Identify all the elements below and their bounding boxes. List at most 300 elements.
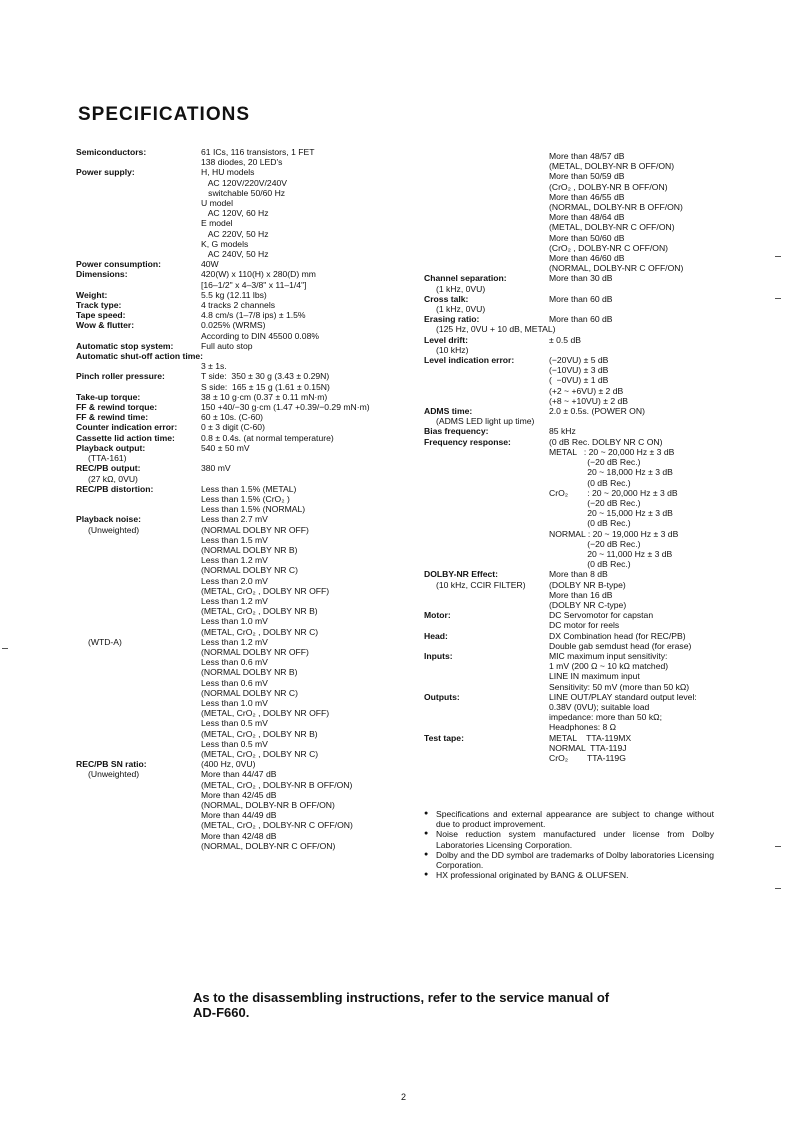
spec-row [424,712,744,722]
spec-label [76,198,201,208]
spec-label [76,331,201,341]
page-number: 2 [401,1092,407,1102]
spec-row [424,406,744,416]
spec-label: (10 kHz) [436,344,469,355]
spec-label [424,478,549,488]
spec-value: Less than 1.0 mV [201,697,268,708]
spec-row [76,351,396,361]
margin-mark [775,298,781,299]
spec-value: Headphones: 8 Ω [549,722,617,733]
spec-label [76,831,201,841]
spec-value: AC 120V/220V/240V [201,177,288,188]
spec-value: LINE IN maximum input [549,671,640,682]
spec-value: According to DIN 45500 0.08% [201,330,319,341]
spec-row [76,637,396,647]
spec-row [424,508,744,518]
notes-list [424,809,714,880]
spec-value: AC 240V, 50 Hz [201,249,269,260]
spec-row [76,412,396,422]
spec-row [76,576,396,586]
spec-row [76,402,396,412]
spec-label: Automatic stop system: [76,340,174,351]
spec-label [424,620,549,630]
spec-row [76,300,396,310]
spec-label: (Unweighted) [88,769,140,780]
spec-row [76,269,396,279]
spec-label [76,494,201,504]
spec-row [76,514,396,524]
spec-label: Motor: [424,610,451,621]
spec-label: Power supply: [76,167,135,178]
spec-row [76,229,396,239]
spec-value: More than 46/60 dB [549,253,625,264]
spec-label: (WTD-A) [88,636,122,647]
spec-value: AC 120V, 60 Hz [201,208,269,219]
spec-value: 0.38V (0VU); suitable load [549,701,650,712]
spec-label: (1 kHz, 0VU) [436,304,486,315]
spec-label [76,667,201,677]
spec-row [424,192,744,202]
spec-label: REC/PB distortion: [76,483,154,494]
spec-row [76,453,396,463]
spec-row [76,218,396,228]
spec-row [76,157,396,167]
spec-label: (Unweighted) [88,524,140,535]
spec-label: Track type: [76,300,122,311]
spec-row [76,341,396,351]
spec-row [76,606,396,616]
spec-label [76,810,201,820]
spec-row [76,484,396,494]
spec-value: 1 mV (200 Ω ~ 10 kΩ matched) [549,661,669,672]
spec-row [424,396,744,406]
spec-label [76,157,201,167]
spec-label [424,529,549,539]
spec-row [76,790,396,800]
spec-label [76,545,201,555]
spec-label [76,361,201,371]
spec-value: 138 diodes, 20 LED's [201,157,283,168]
spec-label: DOLBY-NR Effect: [424,569,499,580]
spec-row [76,188,396,198]
spec-value: 38 ± 10 g·cm (0.37 ± 0.11 mN·m) [201,391,328,402]
spec-label: Bias frequency: [424,426,489,437]
spec-row [424,569,744,579]
spec-row [76,310,396,320]
spec-label [424,549,549,559]
spec-value: (−10VU) ± 3 dB [549,365,609,376]
spec-row [76,178,396,188]
spec-value: Full auto stop [201,340,253,351]
spec-row [76,525,396,535]
spec-value: More than 46/55 dB [549,191,625,202]
spec-value: (NORMAL DOLBY NR C) [201,565,298,576]
spec-value: T side: 350 ± 30 g (3.43 ± 0.29N) [201,371,330,382]
spec-label [76,504,201,514]
spec-row [76,259,396,269]
spec-value: (METAL, CrO₂ , DOLBY NR C) [201,748,319,759]
spec-row [76,320,396,330]
spec-row [424,202,744,212]
spec-row [424,375,744,385]
spec-value: 150 +40/−30 g·cm (1.47 +0.39/−0.29 mN·m) [201,402,370,413]
spec-label: Channel separation: [424,273,507,284]
spec-value: (METAL, CrO₂ , DOLBY NR OFF) [201,708,330,719]
spec-value: [16–1/2" x 4–3/8" x 11–1/4"] [201,279,307,290]
spec-label [76,708,201,718]
spec-row [424,416,744,426]
spec-label [76,647,201,657]
spec-row [424,426,744,436]
spec-row [424,580,744,590]
spec-value: 2.0 ± 0.5s. (POWER ON) [549,406,645,417]
margin-mark [775,256,781,257]
spec-row [76,718,396,728]
spec-label [76,576,201,586]
spec-label [424,467,549,477]
spec-value: Less than 1.5 mV [201,534,268,545]
spec-row [424,457,744,467]
spec-value: CrO₂ : 20 ~ 20,000 Hz ± 3 dB [549,487,678,498]
spec-value: (METAL, CrO₂ , DOLBY NR B) [201,728,318,739]
spec-row [424,171,744,181]
spec-value: (NORMAL, DOLBY-NR B OFF/ON) [201,800,335,810]
spec-label: ADMS time: [424,406,473,417]
spec-row [76,565,396,575]
spec-label: Playback noise: [76,514,141,525]
spec-label [76,596,201,606]
spec-value: (NORMAL DOLBY NR OFF) [201,646,309,657]
spec-value: Less than 1.5% (METAL) [201,483,297,494]
note-item: ● Specifications and external appearance are subject to change without due to product improvement. [424,809,714,829]
spec-label [76,800,201,810]
spec-label [424,539,549,549]
spec-row [76,249,396,259]
spec-label [424,712,549,722]
spec-label: Cassette lid action time: [76,432,175,443]
spec-row [424,161,744,171]
spec-label [424,702,549,712]
spec-value: Less than 1.2 mV [201,595,268,606]
spec-row [76,698,396,708]
spec-label: Frequency response: [424,436,511,447]
spec-row [76,147,396,157]
spec-value: NORMAL TTA-119J [549,742,627,753]
spec-value: MIC maximum input sensitivity: [549,650,668,661]
spec-label: FF & rewind time: [76,412,149,423]
spec-row [76,810,396,820]
spec-label [76,535,201,545]
spec-label [76,678,201,688]
spec-label [424,498,549,508]
spec-label: REC/PB SN ratio: [76,759,147,770]
note-item: ● Noise reduction system manufactured under license from Dolby Laboratories Licensing Corporation. [424,829,714,849]
spec-row [76,361,396,371]
spec-value: 0 ± 3 digit (C-60) [201,422,265,433]
spec-label [424,202,549,212]
spec-label [424,508,549,518]
spec-label [76,688,201,698]
spec-row [76,647,396,657]
spec-row [424,447,744,457]
spec-label [76,820,201,830]
spec-value: AC 220V, 50 Hz [201,228,269,239]
spec-row [76,290,396,300]
spec-value: More than 30 dB [549,273,613,284]
spec-row [76,167,396,177]
spec-label: Automatic shut-off action time: [76,351,203,362]
spec-value: More than 50/59 dB [549,171,625,182]
spec-value: (NORMAL DOLBY NR C) [201,687,298,698]
spec-label [76,178,201,188]
spec-row [424,682,744,692]
spec-value: 20 ~ 18,000 Hz ± 3 dB [549,467,673,478]
spec-row [424,212,744,222]
spec-label: (27 kΩ, 0VU) [88,473,138,484]
spec-value: U model [201,198,233,209]
spec-label: FF & rewind torque: [76,402,158,413]
spec-value: Less than 0.5 mV [201,738,268,749]
spec-value: More than 8 dB [549,569,608,580]
spec-label: Playback output: [76,442,146,453]
spec-row [424,355,744,365]
spec-label [76,657,201,667]
spec-row [424,253,744,263]
spec-row [76,208,396,218]
spec-label [424,171,549,181]
spec-row [76,494,396,504]
spec-value: 85 kHz [549,426,576,437]
spec-value: (METAL, CrO₂ , DOLBY-NR B OFF/ON) [201,779,353,790]
spec-label [424,243,549,253]
spec-label: Tape speed: [76,310,126,321]
spec-label: Dimensions: [76,269,128,280]
spec-label [424,671,549,681]
spec-value: ( −0VU) ± 1 dB [549,375,609,386]
spec-row [424,304,744,314]
spec-label [76,780,201,790]
spec-value: Less than 2.7 mV [201,514,268,525]
spec-value: K, G models [201,238,249,249]
spec-row [424,467,744,477]
spec-label: Level drift: [424,334,468,345]
spec-label [424,661,549,671]
spec-value: More than 48/57 dB [549,151,625,161]
spec-value: (METAL, CrO₂ , DOLBY-NR C OFF/ON) [201,820,353,831]
spec-label: Cross talk: [424,293,469,304]
spec-label [424,722,549,732]
spec-label: Outputs: [424,691,460,702]
spec-value: 540 ± 50 mV [201,442,250,453]
spec-row [76,392,396,402]
spec-value: (METAL, CrO₂ , DOLBY NR C) [201,626,319,637]
spec-value: More than 42/45 dB [201,789,277,800]
spec-row [76,688,396,698]
spec-label [424,233,549,243]
spec-value: (CrO₂ , DOLBY-NR B OFF/ON) [549,181,668,192]
spec-row [76,422,396,432]
spec-value: impedance: more than 50 kΩ; [549,712,662,723]
spec-label: Test tape: [424,732,464,743]
spec-label [76,698,201,708]
spec-value: (NORMAL DOLBY NR B) [201,544,298,555]
spec-value: switchable 50/60 Hz [201,187,286,198]
spec-value: (METAL, DOLBY-NR B OFF/ON) [549,161,675,172]
spec-label [76,555,201,565]
spec-label [424,457,549,467]
spec-row [424,661,744,671]
spec-label [424,447,549,457]
spec-label [424,600,549,610]
spec-row [424,539,744,549]
spec-value: Less than 1.2 mV [201,555,268,566]
spec-label [424,365,549,375]
spec-value: DC motor for reels [549,620,620,631]
spec-value: 40W [201,259,219,270]
spec-label: Inputs: [424,650,453,661]
spec-row [424,702,744,712]
spec-value: METAL TTA-119MX [549,732,632,743]
spec-row [76,331,396,341]
spec-row [424,733,744,743]
spec-row [424,345,744,355]
spec-value: Double gab semdust head (for erase) [549,640,692,651]
spec-row [76,504,396,514]
spec-value: 380 mV [201,463,231,474]
spec-value: 60 ± 10s. (C-60) [201,412,264,423]
spec-row [424,365,744,375]
spec-row [424,600,744,610]
spec-value: (CrO₂ , DOLBY-NR C OFF/ON) [549,242,669,253]
spec-row [424,620,744,630]
spec-row [424,559,744,569]
spec-value: Less than 1.5% (NORMAL) [201,504,306,515]
spec-row [424,151,744,161]
spec-label: Level indication error: [424,355,515,366]
spec-row [424,273,744,283]
spec-row [76,535,396,545]
spec-label: Pinch roller pressure: [76,371,165,382]
spec-value: Less than 2.0 mV [201,575,268,586]
spec-value: (−20 dB Rec.) [549,497,641,508]
disassembly-note: As to the disassembling instructions, refer to the service manual of AD-F660. [193,990,610,1020]
spec-row [424,743,744,753]
spec-value: H, HU models [201,167,255,178]
spec-row [76,443,396,453]
spec-row [76,198,396,208]
spec-label: Wow & flutter: [76,320,135,331]
spec-row [424,631,744,641]
spec-label: (TTA-161) [88,453,127,464]
spec-row [76,657,396,667]
spec-label: Head: [424,630,448,641]
spec-label [76,841,201,851]
spec-value: (NORMAL, DOLBY-NR C OFF/ON) [549,263,684,274]
spec-label [424,161,549,171]
spec-label: Take-up torque: [76,391,141,402]
right-spec-column [424,151,744,763]
spec-row [76,841,396,851]
spec-label [424,212,549,222]
spec-value: 20 ~ 11,000 Hz ± 3 dB [549,548,673,559]
spec-label [424,396,549,406]
margin-mark [775,888,781,889]
spec-value: Less than 1.5% (CrO₂ ) [201,493,290,504]
spec-value: 4 tracks 2 channels [201,300,276,311]
spec-label [76,606,201,616]
margin-mark [2,648,8,649]
spec-label [424,488,549,498]
spec-value: (NORMAL DOLBY NR B) [201,667,298,678]
spec-row [76,759,396,769]
spec-label [76,586,201,596]
spec-row [76,820,396,830]
spec-label [424,192,549,202]
spec-value: ± 0.5 dB [549,334,581,345]
spec-value: (METAL, DOLBY-NR C OFF/ON) [549,222,675,233]
spec-label [424,182,549,192]
spec-label: Semiconductors: [76,147,147,157]
spec-row [424,478,744,488]
spec-row [424,294,744,304]
spec-row [424,641,744,651]
spec-value: E model [201,218,233,229]
spec-row [424,233,744,243]
spec-row [424,314,744,324]
spec-row [424,590,744,600]
spec-row [76,433,396,443]
spec-row [424,529,744,539]
spec-label: (1 kHz, 0VU) [436,283,486,294]
spec-label [76,718,201,728]
spec-row [76,831,396,841]
spec-value: (0 dB Rec.) [549,518,631,529]
spec-label: Weight: [76,289,108,300]
spec-value: More than 60 dB [549,314,613,325]
spec-row [424,182,744,192]
spec-value: (DOLBY NR C-type) [549,599,627,610]
spec-label: Counter indication error: [76,422,178,433]
spec-value: S side: 165 ± 15 g (1.61 ± 0.15N) [201,381,330,392]
spec-row [76,586,396,596]
spec-row [76,555,396,565]
spec-row [76,596,396,606]
spec-label [76,239,201,249]
note-item: ● HX professional originated by BANG & OLUFSEN. [424,870,714,880]
spec-value: More than 42/48 dB [201,830,277,841]
spec-value: More than 50/60 dB [549,232,625,243]
spec-row [424,243,744,253]
spec-label [76,249,201,259]
spec-value: Sensitivity: 50 mV (more than 50 kΩ) [549,681,690,692]
spec-row [424,753,744,763]
spec-label [76,627,201,637]
spec-value: (0 dB Rec. DOLBY NR C ON) [549,436,663,447]
note-item: ● Dolby and the DD symbol are trademarks of Dolby laboratories Licensing Corporation. [424,850,714,870]
spec-value: Less than 0.5 mV [201,718,268,729]
spec-label [424,253,549,263]
spec-value: (DOLBY NR B-type) [549,579,626,590]
spec-value: (0 dB Rec.) [549,477,631,488]
spec-value: (+2 ~ +6VU) ± 2 dB [549,385,624,396]
spec-label: (125 Hz, 0VU + 10 dB, METAL) [436,324,556,335]
spec-label [424,641,549,651]
spec-label [424,222,549,232]
spec-row [76,769,396,779]
spec-value: More than 60 dB [549,293,613,304]
spec-value: 61 ICs, 116 transistors, 1 FET [201,147,315,157]
page-title: SPECIFICATIONS [78,104,250,125]
